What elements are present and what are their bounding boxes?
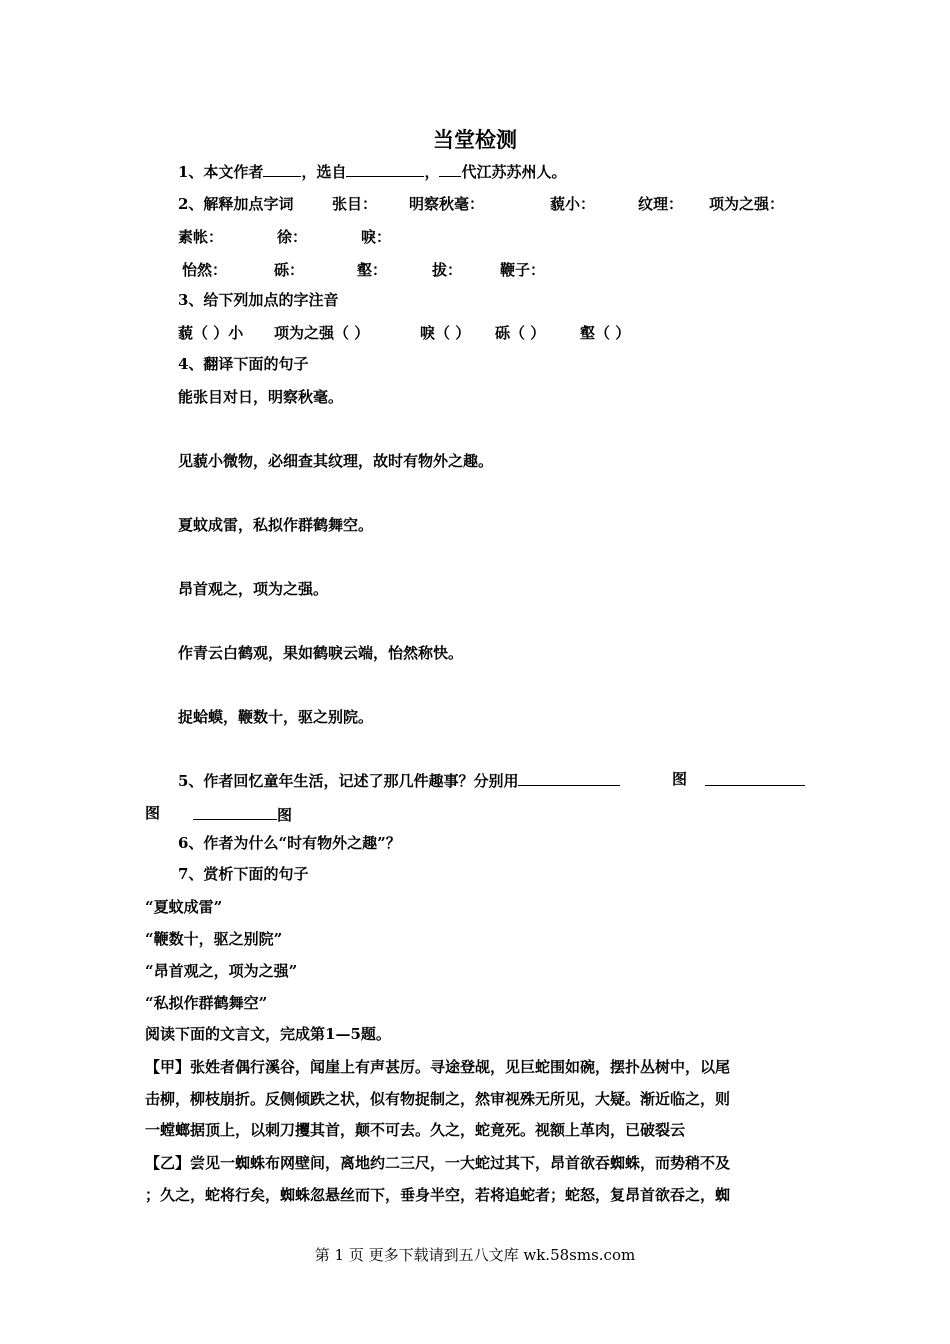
question-3: 3、给下列加点的字注音 xyxy=(178,291,339,309)
q5-line-2 xyxy=(193,803,292,825)
q2-term: 徐： xyxy=(277,228,308,246)
q4-sentence: 能张目对日，明察秋毫。 xyxy=(178,388,344,406)
q3-item: 唳（ ） xyxy=(420,324,471,342)
q4-sentence: 见藐小微物，必细查其纹理，故时有物外之趣。 xyxy=(178,452,494,470)
q5-tu-3: 图 xyxy=(277,806,293,824)
q2-term: 项为之强： xyxy=(709,195,785,213)
q2-term: 素帐： xyxy=(178,228,224,246)
reading-yi-line: 【乙】尝见一蜘蛛布网壁间，离地约二三尺，一大蛇过其下，昂首欲吞蜘蛛，而势稍不及 xyxy=(145,1154,731,1172)
question-2 xyxy=(178,194,293,214)
q4-sentence: 作青云白鹤观，果如鹤唳云端，怡然称快。 xyxy=(178,644,464,662)
reading-jia-line: 【甲】张姓者偶行溪谷，闻崖上有声甚厉。寻途登觇，见巨蛇围如碗，摆扑丛树中，以尾 xyxy=(145,1058,731,1076)
reading-yi-line: ；久之，蛇将行矣，蜘蛛忽悬丝而下，垂身半空，若将追蛇者；蛇怒，复昂首欲吞之，蜘 xyxy=(145,1186,731,1204)
q2-label: 2、解释加点字词 xyxy=(178,195,294,213)
q5-tu-2: 图 xyxy=(145,804,161,822)
q1-text-b: ，选自 xyxy=(301,163,347,181)
q3-item: 砾（ ） xyxy=(495,324,546,342)
blank-story-1 xyxy=(518,769,620,786)
q5-text: 5、作者回忆童年生活，记述了那几件趣事？分别用 xyxy=(178,772,519,790)
q1-text-a: 1、本文作者 xyxy=(178,163,264,181)
question-1 xyxy=(178,160,567,182)
blank-dynasty xyxy=(439,160,461,177)
q7-quote: “昂首观之，项为之强” xyxy=(145,962,298,980)
q2-term: 鞭子： xyxy=(500,261,546,279)
q4-sentence: 捉蛤蟆，鞭数十，驱之别院。 xyxy=(178,708,374,726)
blank-story-2 xyxy=(705,769,805,786)
q4-sentence: 昂首观之，项为之强。 xyxy=(178,580,329,598)
q7-quote: “夏蚊成雷” xyxy=(145,898,223,916)
q2-term: 张目： xyxy=(332,195,378,213)
q2-term: 拔： xyxy=(432,261,463,279)
q3-item: 藐（ ）小 xyxy=(178,324,244,342)
q3-item: 项为之强（ ） xyxy=(274,324,370,342)
q2-term: 怡然： xyxy=(182,261,228,279)
question-6: 6、作者为什么“时有物外之趣”？ xyxy=(178,834,401,852)
reading-jia-line: 击柳，柳枝崩折。反侧倾跌之状，似有物捉制之，然审视殊无所见，大疑。渐近临之，则 xyxy=(145,1090,731,1108)
q1-text-d: 代江苏苏州人。 xyxy=(461,163,567,181)
q1-text-c: ， xyxy=(424,163,440,181)
q2-term: 砾： xyxy=(274,261,305,279)
q2-term: 藐小： xyxy=(550,195,596,213)
q2-term: 明察秋毫： xyxy=(409,195,485,213)
q2-term: 纹理： xyxy=(638,195,684,213)
q7-quote: “私拟作群鹤舞空” xyxy=(145,994,268,1012)
blank-author xyxy=(263,160,301,177)
question-5 xyxy=(178,769,620,791)
blank-source xyxy=(346,160,424,177)
reading-jia-line: 一螳螂据顶上，以刺刀攫其首，颠不可去。久之，蛇竟死。视额上革肉，已破裂云 xyxy=(145,1121,686,1139)
q7-quote: “鞭数十，驱之别院” xyxy=(145,930,283,948)
q4-sentence: 夏蚊成雷，私拟作群鹤舞空。 xyxy=(178,516,374,534)
reading-intro: 阅读下面的文言文，完成第1—5题。 xyxy=(145,1025,391,1043)
q5-tu-1: 图 xyxy=(672,770,688,788)
q2-term: 唳： xyxy=(361,228,392,246)
q2-term: 壑： xyxy=(357,261,388,279)
question-7: 7、赏析下面的句子 xyxy=(178,865,309,883)
blank-story-3 xyxy=(193,803,277,820)
q5-blank-wrap xyxy=(705,769,805,791)
question-4: 4、翻译下面的句子 xyxy=(178,355,309,373)
page-title: 当堂检测 xyxy=(433,127,517,152)
page-footer: 第 1 页 更多下载请到五八文库 wk.58sms.com xyxy=(314,1246,636,1264)
q3-item: 壑（ ） xyxy=(580,324,631,342)
